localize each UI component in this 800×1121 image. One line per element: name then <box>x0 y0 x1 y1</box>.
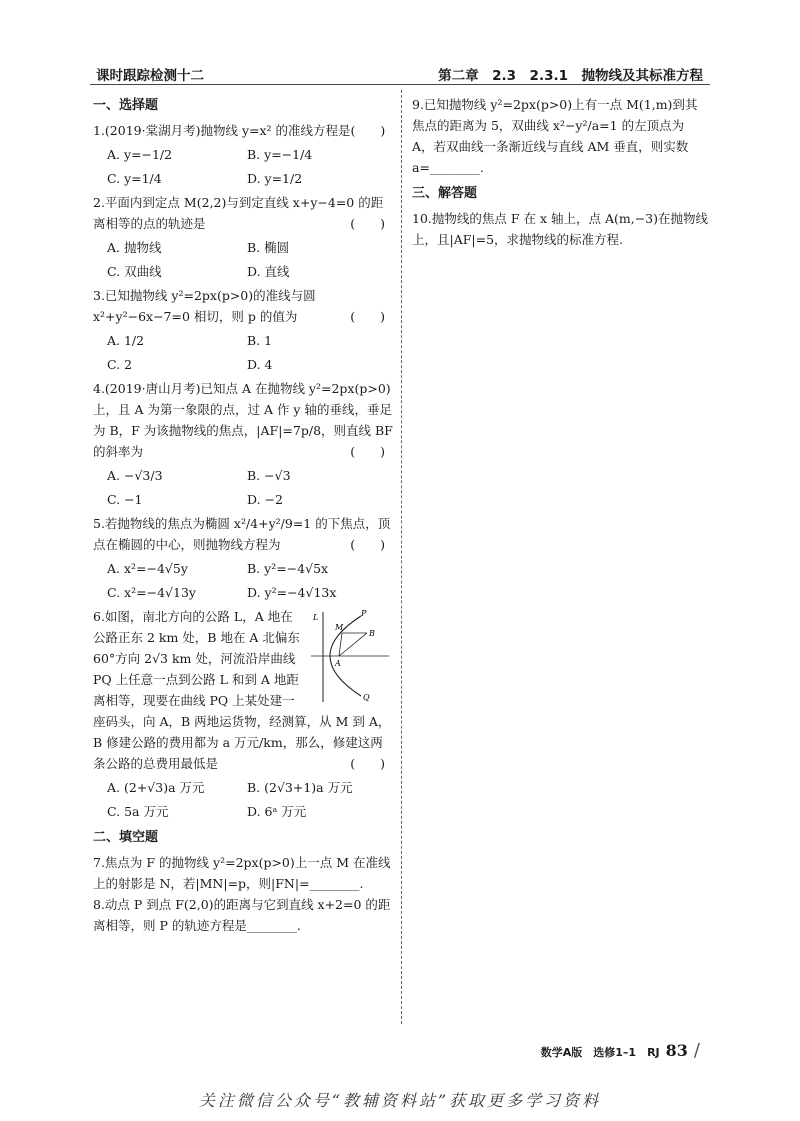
question-3-options <box>107 330 393 375</box>
question-7-stem: 7.焦点为 F 的抛物线 y²=2px(p>0)上一点 M 在准线上的射影是 N，若|MN|=p，则|FN|=________. <box>93 855 391 891</box>
question-3-text: 3.已知抛物线 y²=2px(p>0)的准线与圆 x²+y²−6x−7=0 相切，则 p 的值为 <box>93 288 316 324</box>
option-b: B. y²=−4√5x <box>247 561 329 576</box>
label-a: A <box>335 659 341 668</box>
option-d: D. 6ᵃ 万元 <box>247 804 307 819</box>
page-number: 83 <box>665 1041 688 1060</box>
question-7 <box>93 852 393 894</box>
option-d: D. y²=−4√13x <box>247 585 337 600</box>
question-3 <box>93 285 393 375</box>
question-9 <box>412 94 708 178</box>
option-b: B. (2√3+1)a 万元 <box>247 780 353 795</box>
option-a: A. 1/2 <box>107 333 145 348</box>
label-m: M <box>335 623 344 632</box>
footer-slash: / <box>693 1040 700 1061</box>
section-fill: 二、填空题 <box>93 830 159 845</box>
question-4 <box>93 378 393 510</box>
answer-bracket: ( ) <box>350 216 385 231</box>
section-answer: 三、解答题 <box>412 186 478 201</box>
question-2 <box>93 192 393 282</box>
answer-bracket: ( ) <box>350 756 385 771</box>
option-d: D. 直线 <box>247 264 290 279</box>
question-1-options <box>107 144 393 189</box>
option-d: D. y=1/2 <box>247 171 303 186</box>
option-b: B. 1 <box>247 333 273 348</box>
label-b: B <box>369 629 375 638</box>
question-2-options <box>107 237 393 282</box>
option-b: B. −√3 <box>247 468 291 483</box>
page-footer <box>541 1040 700 1061</box>
answer-bracket: ( ) <box>350 537 385 552</box>
question-6-text: 6.如图，南北方向的公路 L，A 地在公路正东 2 km 处，B 地在 A 北偏东 60°方向 2√3 km 处，河流沿岸曲线 PQ 上任意一点到公路 L 和到 A 地距离相等，现要在曲线 PQ 上某处建一座码头，向 A，B 两地运货物，经测算，从 M 到 A，B 修建公路的费用都为 a 万元/km，那么，修建这两条公路的总费用最低是 <box>93 609 391 771</box>
segment-ma <box>339 633 342 656</box>
right-column <box>412 90 708 250</box>
question-4-text: 4.(2019·唐山月考)已知点 A 在抛物线 y²=2px(p>0)上，且 A 为第一象限的点，过 A 作 y 轴的垂线，垂足为 B，F 为该抛物线的焦点，|AF|=7p/8，则直线 BF 的斜率为 <box>93 381 393 459</box>
header-rule <box>90 84 710 85</box>
label-p: P <box>361 609 367 618</box>
question-8 <box>93 894 393 936</box>
option-b: B. 椭圆 <box>247 240 290 255</box>
option-c: C. 双曲线 <box>107 264 162 279</box>
question-2-stem <box>93 192 393 234</box>
option-a: A. 抛物线 <box>107 240 162 255</box>
section-choice: 一、选择题 <box>93 98 159 113</box>
option-b: B. y=−1/4 <box>247 147 313 162</box>
question-5 <box>93 513 393 603</box>
label-l: L <box>313 613 319 622</box>
option-c: C. −1 <box>107 492 143 507</box>
book-label: 数学A版 选修1–1 RJ <box>540 1046 660 1059</box>
option-d: D. −2 <box>247 492 283 507</box>
option-a: A. y=−1/2 <box>107 147 173 162</box>
option-c: C. x²=−4√13y <box>107 585 196 600</box>
segment-ab <box>339 633 367 656</box>
question-5-options <box>107 558 393 603</box>
question-10 <box>412 208 708 250</box>
answer-bracket: ( ) <box>350 309 385 324</box>
question-6 <box>93 606 393 822</box>
question-5-stem <box>93 513 393 555</box>
option-d: D. 4 <box>247 357 273 372</box>
option-c: C. 5a 万元 <box>107 804 169 819</box>
label-q: Q <box>363 693 370 702</box>
question-1-stem: 1.(2019·棠湖月考)抛物线 y=x² 的准线方程是( ) <box>93 123 386 138</box>
question-10-stem: 10.抛物线的焦点 F 在 x 轴上，点 A(m,−3)在抛物线上，且|AF|=5，求抛物线的标准方程. <box>412 211 709 247</box>
question-4-stem <box>93 378 393 462</box>
option-a: A. (2+√3)a 万元 <box>107 780 205 795</box>
option-c: C. y=1/4 <box>107 171 162 186</box>
column-divider <box>401 90 402 1024</box>
question-4-options <box>107 465 393 510</box>
option-a: A. x²=−4√5y <box>107 561 188 576</box>
question-3-stem <box>93 285 393 327</box>
question-1 <box>93 120 393 189</box>
answer-bracket: ( ) <box>350 444 385 459</box>
header-right-title: 第二章 2.3 2.3.1 抛物线及其标准方程 <box>438 68 703 84</box>
question-2-text: 2.平面内到定点 M(2,2)与到定直线 x+y−4=0 的距离相等的点的轨迹是 <box>93 195 384 231</box>
left-column <box>93 90 393 936</box>
question-6-options <box>107 777 393 822</box>
option-a: A. −√3/3 <box>107 468 163 483</box>
header-left-title: 课时跟踪检测十二 <box>96 68 204 84</box>
parabola-road-figure <box>309 608 393 704</box>
option-c: C. 2 <box>107 357 133 372</box>
bottom-handwritten-note: 关注微信公众号“教辅资料站”获取更多学习资料 <box>198 1091 602 1110</box>
question-8-stem: 8.动点 P 到点 F(2,0)的距离与它到直线 x+2=0 的距离相等，则 P 的轨迹方程是________. <box>93 897 391 933</box>
question-5-text: 5.若抛物线的焦点为椭圆 x²/4+y²/9=1 的下焦点，顶点在椭圆的中心，则抛物线方程为 <box>93 516 391 552</box>
question-9-stem: 9.已知抛物线 y²=2px(p>0)上有一点 M(1,m)到其焦点的距离为 5，双曲线 x²−y²/a=1 的左顶点为 A，若双曲线一条渐近线与直线 AM 垂直，则实数 a=________. <box>412 97 698 175</box>
